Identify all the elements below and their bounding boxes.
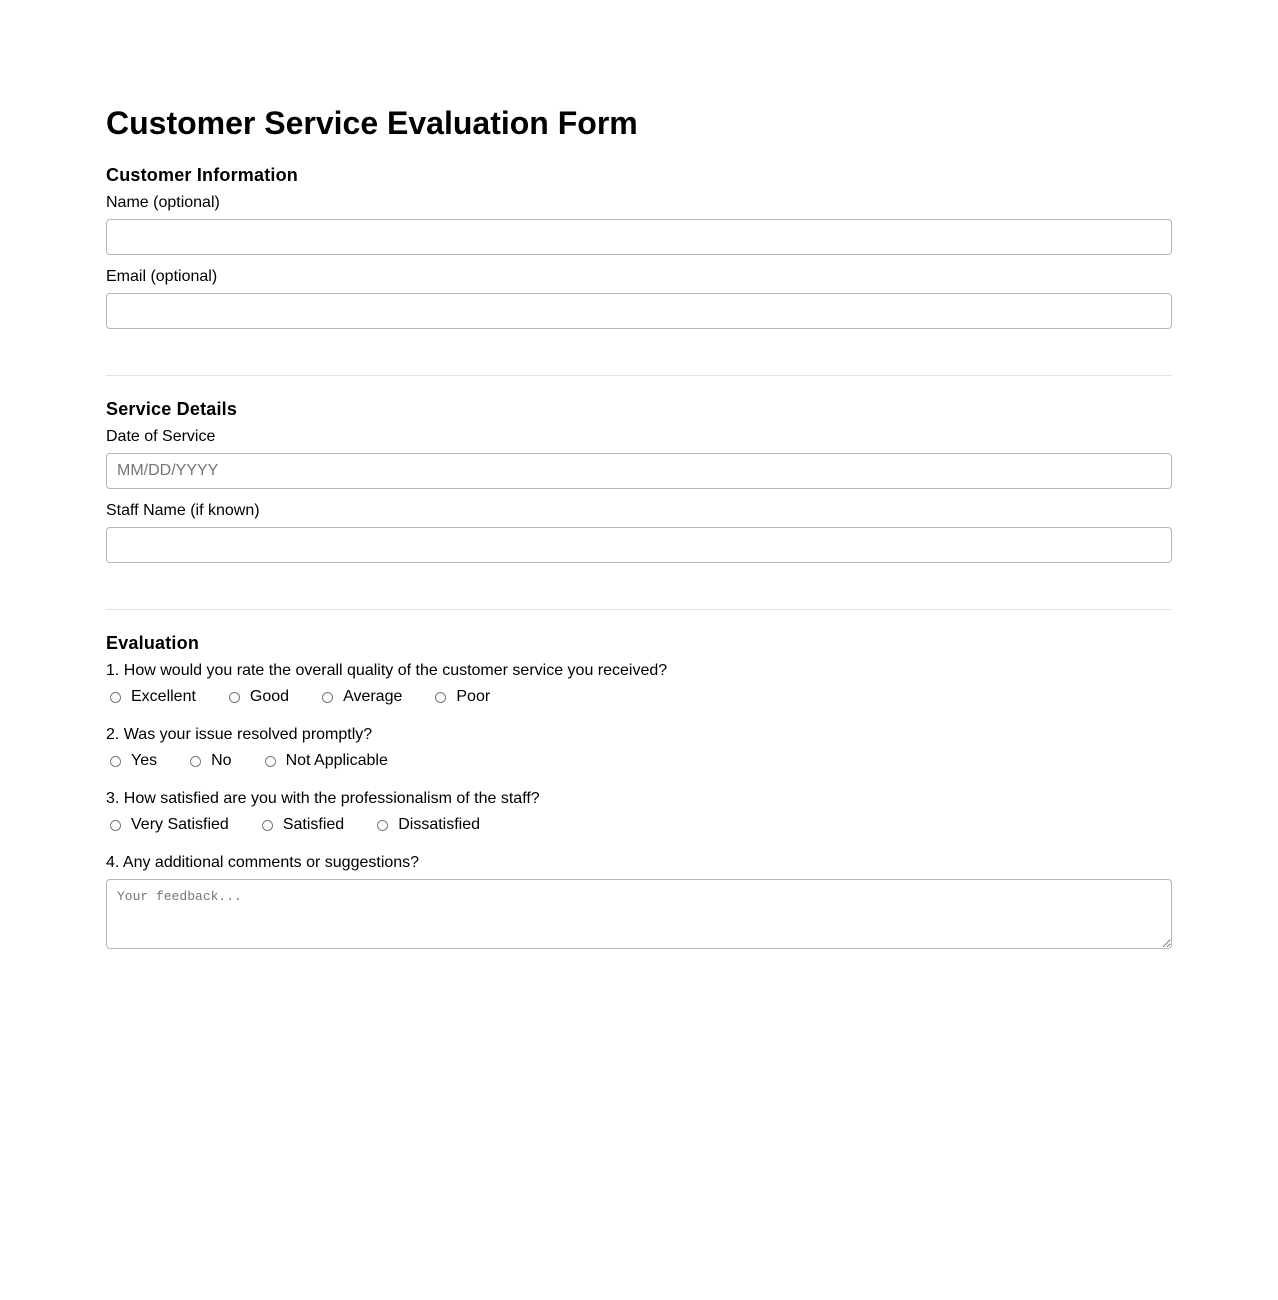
radio-option-very-satisfied[interactable] [110, 815, 229, 835]
radio-option-dissatisfied[interactable] [377, 815, 480, 835]
radio-option-poor[interactable] [435, 687, 490, 707]
date-input[interactable] [106, 453, 1172, 489]
radio-label: Excellent [131, 688, 196, 705]
name-label: Name (optional) [106, 194, 220, 211]
name-input[interactable] [106, 219, 1172, 255]
date-label: Date of Service [106, 428, 216, 445]
staff-name-input[interactable] [106, 527, 1172, 563]
radio-label: Poor [456, 688, 491, 705]
radio-option-good[interactable] [229, 687, 289, 707]
evaluation-heading: Evaluation [106, 633, 200, 653]
radio-option-not-applicable[interactable] [265, 751, 388, 771]
radio-button[interactable] [435, 692, 446, 703]
section-divider [106, 375, 1172, 376]
radio-button[interactable] [265, 756, 276, 767]
question-4-label: 4. Any additional comments or suggestions? [106, 854, 420, 871]
question-2-options [110, 751, 421, 771]
radio-label: No [211, 752, 232, 769]
radio-label: Average [343, 688, 403, 705]
radio-button[interactable] [110, 756, 121, 767]
radio-label: Dissatisfied [398, 816, 481, 833]
comments-textarea[interactable] [106, 879, 1172, 949]
radio-button[interactable] [190, 756, 201, 767]
question-2-label: 2. Was your issue resolved promptly? [106, 726, 373, 743]
question-3-label: 3. How satisfied are you with the professionalism of the staff? [106, 790, 540, 807]
radio-button[interactable] [377, 820, 388, 831]
radio-option-average[interactable] [322, 687, 402, 707]
radio-option-satisfied[interactable] [262, 815, 344, 835]
question-1-label: 1. How would you rate the overall quality of the customer service you received? [106, 662, 668, 679]
radio-option-yes[interactable] [110, 751, 157, 771]
email-input[interactable] [106, 293, 1172, 329]
radio-button[interactable] [110, 820, 121, 831]
radio-option-no[interactable] [190, 751, 231, 771]
radio-label: Not Applicable [285, 752, 388, 769]
radio-label: Yes [131, 752, 158, 769]
radio-button[interactable] [262, 820, 273, 831]
staff-name-label: Staff Name (if known) [106, 502, 260, 519]
page-title: Customer Service Evaluation Form [106, 105, 638, 141]
radio-button[interactable] [322, 692, 333, 703]
radio-button[interactable] [110, 692, 121, 703]
question-3-options [110, 815, 513, 835]
customer-info-heading: Customer Information [106, 165, 299, 185]
service-details-heading: Service Details [106, 399, 238, 419]
email-label: Email (optional) [106, 268, 218, 285]
section-divider [106, 609, 1172, 610]
radio-label: Very Satisfied [131, 816, 229, 833]
radio-button[interactable] [229, 692, 240, 703]
radio-option-excellent[interactable] [110, 687, 196, 707]
radio-label: Good [249, 688, 290, 705]
question-1-options [110, 687, 523, 707]
radio-label: Satisfied [282, 816, 345, 833]
